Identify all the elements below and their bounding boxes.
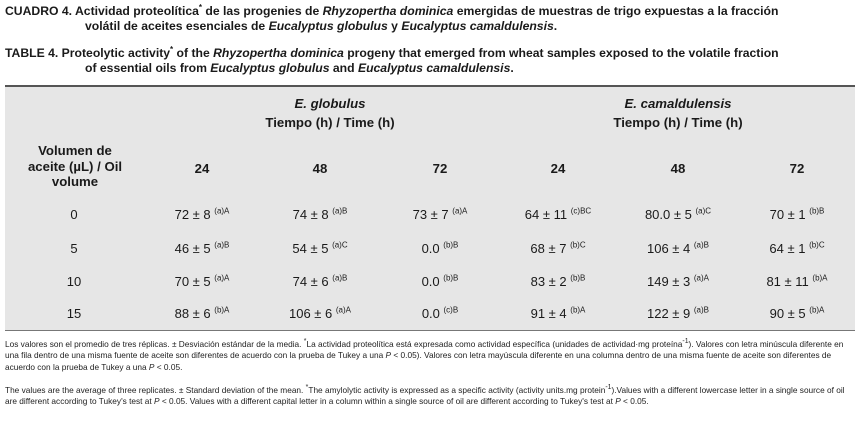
cell-significance: (c)B: [443, 305, 459, 315]
cell-value: 106 ± 6: [288, 306, 333, 321]
cell-value: 106 ± 4: [646, 241, 691, 256]
table-cell: [498, 207, 618, 222]
table-cell: [618, 241, 738, 256]
cell-value: 80.0 ± 5: [644, 207, 692, 222]
cell-significance: (a)B: [332, 273, 348, 283]
table-cell: [260, 306, 380, 321]
cell-value: 0.0: [421, 241, 440, 256]
cell-value: 46 ± 5: [174, 241, 211, 256]
time-header: 72: [789, 161, 805, 176]
cell-significance: (a)B: [693, 240, 710, 250]
cell-significance: (a)A: [214, 273, 230, 283]
cell-significance: (a)A: [452, 206, 468, 216]
cell-significance: (a)A: [335, 305, 352, 315]
cell-significance: (b)A: [214, 305, 230, 315]
row-header-volume: Volumen de aceite (µL) / Oil volume: [27, 143, 123, 189]
time-header: 24: [550, 161, 566, 176]
table-top-rule: [5, 85, 855, 87]
table-cell: [380, 306, 500, 321]
cell-value: 54 ± 5: [292, 241, 329, 256]
cell-value: 73 ± 7: [412, 207, 449, 222]
table-cell: [260, 274, 380, 289]
cell-value: 83 ± 2: [530, 274, 567, 289]
cell-value: 72 ± 8: [174, 207, 211, 222]
cell-significance: (b)B: [570, 273, 586, 283]
table-cell: [260, 241, 380, 256]
table-cell: [142, 306, 262, 321]
table-cell: [380, 274, 500, 289]
table-cell: [260, 207, 380, 222]
footnote-english: The values are the average of three replicates. ± Standard deviation of the mean. *The amylolytic activity is expressed as a specific activity (activity units.mg protein$^{-1}$).Values with a different lowercase letter in a single source of oil are different according to Tukey's test at P < 0.05. Values with a different capital letter in a column within a single source of oil are different according to Tukey's test at P < 0.05.: [5, 384, 845, 407]
table-cell: [737, 207, 857, 222]
time-header: 72: [432, 161, 448, 176]
cell-significance: (b)B: [443, 273, 459, 283]
table-cell: [618, 306, 738, 321]
table-cell: [498, 274, 618, 289]
cell-value: 64 ± 11: [524, 207, 568, 222]
caption-english: TABLE 4. Proteolytic activity* of the Rhyzopertha dominica progeny that emerged from wheat samples exposed to the volatile fraction of essential oils from Eucalyptus globulus and Eucalyptus camaldulensis.: [5, 44, 779, 75]
table-cell: [737, 241, 857, 256]
table-cell: [380, 241, 500, 256]
time-header: 48: [670, 161, 686, 176]
group-header-camaldulensis: E. camaldulensis Tiempo (h) / Time (h): [613, 96, 743, 130]
table-cell: [618, 274, 738, 289]
footnote-spanish: Los valores son el promedio de tres réplicas. ± Desviación estándar de la media. *La actividad proteolítica está expresada como actividad específica (unidades de actividad·mg proteína$^{-1}$). Valores con letra minúscula diferente en una fila dentro de una misma fuente de aceite son diferentes de acuerdo con la prueba de Tukey a una P < 0.05). Valores con letra mayúscula diferente en una columna dentro de una misma fuente de aceite son diferentes de acuerdo con la prueba de Tukey a una P < 0.05.: [5, 338, 844, 372]
cell-value: 74 ± 6: [292, 274, 329, 289]
table-cell: [498, 306, 618, 321]
volume-cell: 10: [66, 274, 82, 289]
cell-value: 90 ± 5: [769, 306, 806, 321]
table-cell: [737, 306, 857, 321]
time-header: 48: [312, 161, 328, 176]
caption-spanish: CUADRO 4. Actividad proteolítica* de las progenies de Rhyzopertha dominica emergidas de muestras de trigo expuestas a la fracción volátil de aceites esenciales de Eucalyptus globulus y Eucalyptus camaldulensis.: [5, 2, 779, 33]
table-cell: [380, 207, 500, 222]
cell-significance: (c)BC: [570, 206, 592, 216]
cell-significance: (b)C: [570, 240, 586, 250]
cell-value: 68 ± 7: [530, 241, 567, 256]
cell-value: 122 ± 9: [646, 306, 691, 321]
cell-value: 70 ± 5: [174, 274, 211, 289]
group-header-globulus: E. globulus Tiempo (h) / Time (h): [265, 96, 395, 130]
cell-significance: (b)A: [570, 305, 586, 315]
cell-value: 64 ± 1: [769, 241, 806, 256]
cell-significance: (b)C: [809, 240, 825, 250]
table-cell: [618, 207, 738, 222]
cell-value: 0.0: [421, 274, 440, 289]
cell-significance: (a)C: [695, 206, 712, 216]
cell-significance: (a)C: [332, 240, 348, 250]
time-header: 24: [194, 161, 210, 176]
cell-value: 149 ± 3: [646, 274, 691, 289]
cell-significance: (a)B: [693, 305, 710, 315]
table-cell: [142, 207, 262, 222]
cell-significance: (a)A: [693, 273, 710, 283]
cell-significance: (a)A: [214, 206, 230, 216]
table-cell: [737, 274, 857, 289]
cell-significance: (b)A: [812, 273, 828, 283]
cell-significance: (a)B: [214, 240, 230, 250]
volume-cell: 0: [70, 207, 78, 222]
cell-value: 0.0: [421, 306, 440, 321]
table-cell: [498, 241, 618, 256]
cell-significance: (a)B: [332, 206, 348, 216]
cell-value: 70 ± 1: [769, 207, 806, 222]
table-cell: [142, 241, 262, 256]
volume-cell: 5: [70, 241, 78, 256]
cell-significance: (b)A: [809, 305, 825, 315]
cell-value: 88 ± 6: [174, 306, 211, 321]
cell-value: 74 ± 8: [292, 207, 329, 222]
cell-value: 81 ± 11: [766, 274, 809, 289]
cell-significance: (b)B: [443, 240, 459, 250]
cell-significance: (b)B: [809, 206, 825, 216]
table-bottom-rule: [5, 330, 855, 331]
table-cell: [142, 274, 262, 289]
volume-cell: 15: [66, 306, 82, 321]
cell-value: 91 ± 4: [530, 306, 567, 321]
